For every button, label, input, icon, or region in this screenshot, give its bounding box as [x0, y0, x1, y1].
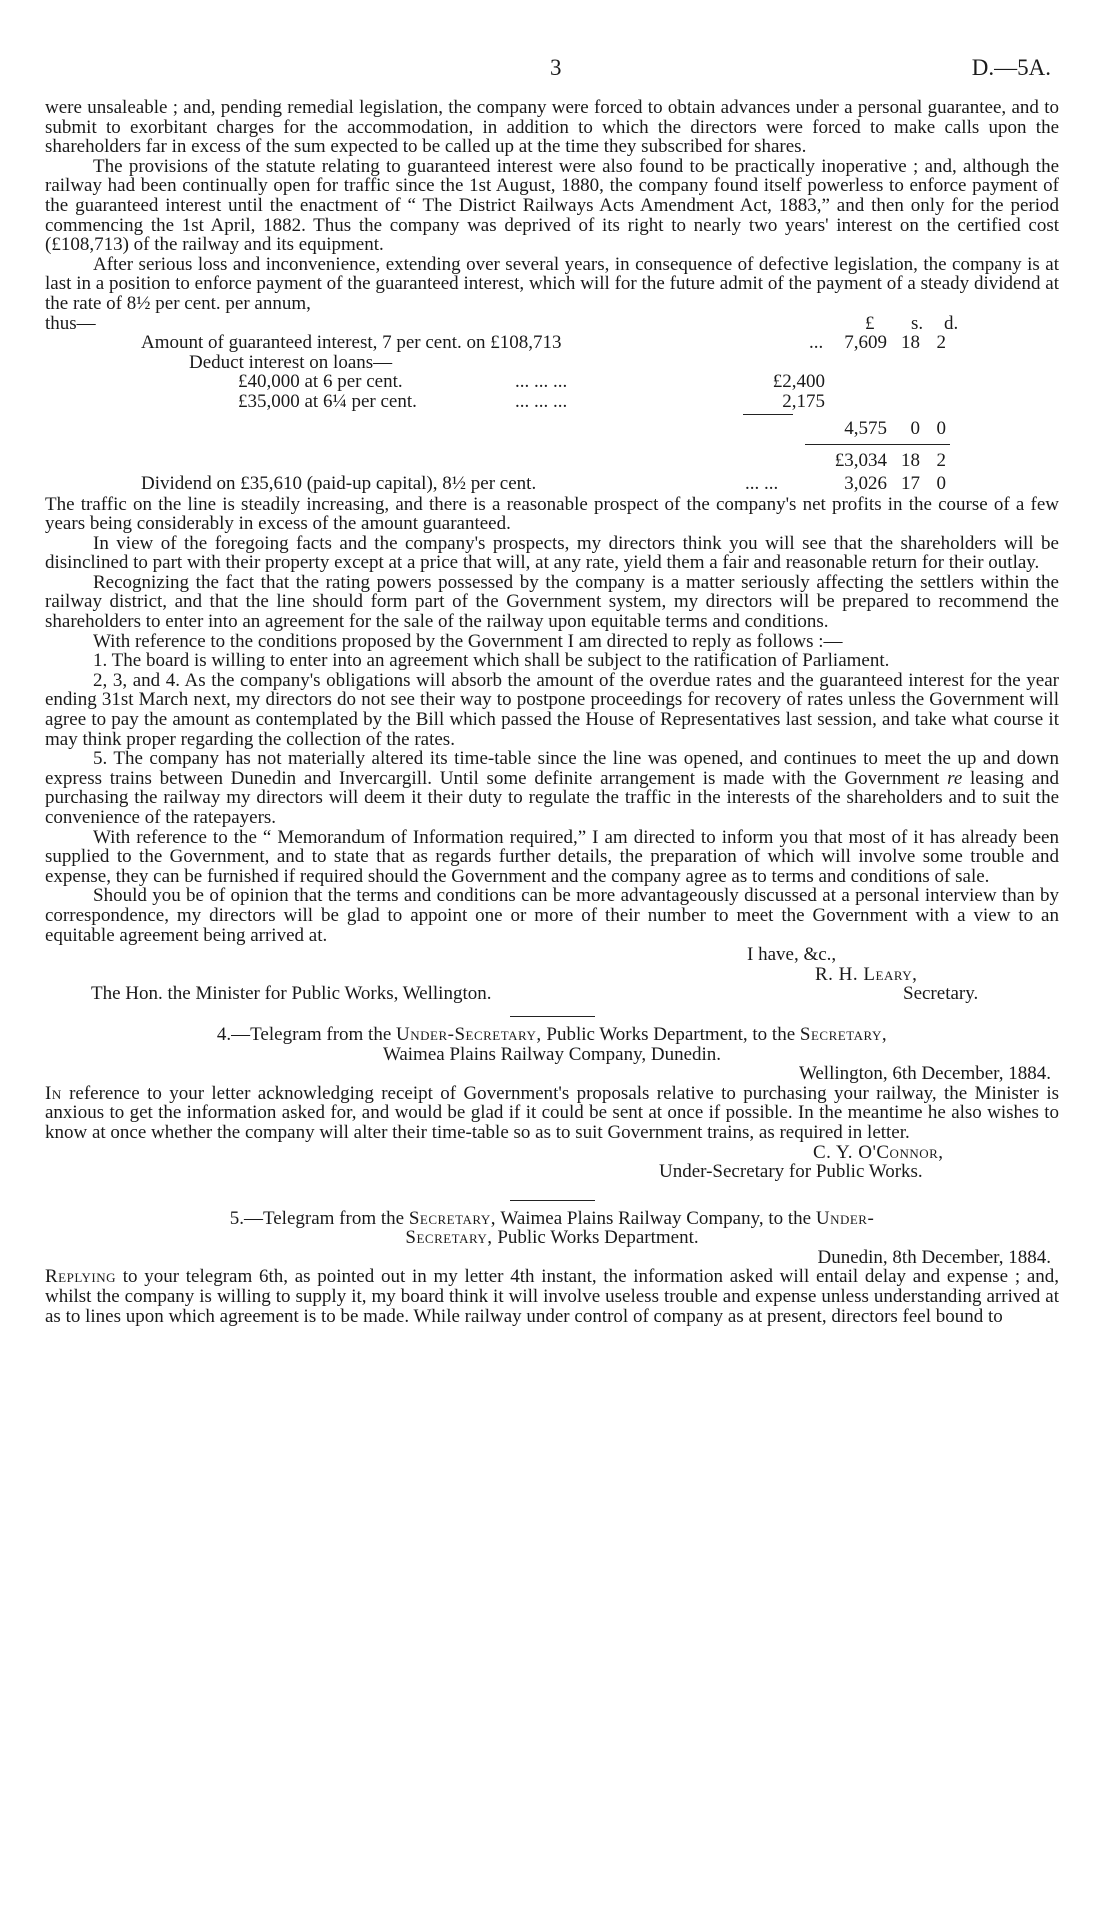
- paragraph-text: reference to your letter acknowledging receipt of Government's proposals relative to purchasing your railway, the Minister is anxious to get the information asked for, and would be glad if it could be sent at once if possible. In the meantime he also wishes to know at once whether the company will alter their time-table so as to suit Government trains, as required in letter.: [45, 1082, 1059, 1143]
- signer-title: Under-Secretary for Public Works.: [659, 1161, 923, 1183]
- paragraph: Should you be of opinion that the terms and conditions can be more advantageously discussed at a personal interview than by correspondence, my directors will be glad to appoint one or more of their number to meet the Government with a view to an equitable agreement being arrived at.: [45, 885, 1059, 946]
- heading-text: Waimea Plains Railway Company, to the: [500, 1207, 812, 1229]
- row-shillings: 18: [901, 332, 920, 354]
- interest-table: [45, 314, 1059, 495]
- page-number: 3: [550, 55, 562, 80]
- paragraph-text: 5. The company has not materially altered its time-table since the line was opened, and continues to meet the up and down express trains between Dunedin and Invercargill. Until some definite arrangement is made with the Government: [45, 748, 1059, 789]
- paragraph: The provisions of the statute relating to guaranteed interest were also found to be practically inoperative ; and, although the railway had been continually open for traffic since the 1st August, 1880, the company found itself powerless to enforce payment of the guaranteed interest until the enactment of “ The District Railways Acts Amendment Act, 1883,” and then only for the period commencing the 1st April, 1882. Thus the company was deprived of its right to nearly two years' interest on the certified cost (£108,713) of the railway and its equipment.: [45, 155, 1059, 256]
- table-row: [45, 353, 1059, 373]
- paragraph: were unsaleable ; and, pending remedial legislation, the company were forced to obtain advances under a personal guarantee, and to submit to exorbitant charges for the accommodation, in addition to which the directors were forced to make calls upon the shareholders far in excess of the sum expected to be called up at the time they subscribed for shares.: [45, 97, 1059, 158]
- table-row: [45, 392, 1059, 412]
- row-pounds: 4,575: [844, 417, 887, 439]
- signature-block: [45, 945, 1059, 965]
- paragraph-text: leasing and purchasing the railway my directors will deem it their duty to regulate the traffic in the interests of the shareholders and to suit the convenience of the ratepayers.: [45, 767, 1060, 828]
- paragraph: The traffic on the line is steadily increasing, and there is a reasonable prospect of the company's net profits in the course of a few years being considerably in excess of the amount guaranteed.: [45, 493, 1059, 535]
- row-label: £40,000 at 6 per cent.: [238, 371, 403, 393]
- column-pence-header: d.: [944, 312, 959, 334]
- signature-block: [45, 1143, 1059, 1163]
- row-label: Dividend on £35,610 (paid-up capital), 8½ per cent.: [141, 472, 537, 494]
- lead-word: In: [45, 1082, 62, 1104]
- paragraph: [45, 749, 1059, 827]
- table-lead-word: thus—: [45, 312, 96, 334]
- row-pence: 2: [936, 449, 946, 471]
- dateline: Dunedin, 8th December, 1884.: [817, 1246, 1051, 1268]
- row-dots: ...: [809, 332, 824, 354]
- row-dots: ... ...: [745, 472, 779, 494]
- heading-sender: Under-Secretary,: [396, 1023, 542, 1045]
- paragraph-text: to your telegram 6th, as pointed out in my letter 4th instant, the information asked will entail delay and expense ; and, whilst the company is willing to supply it, my board think it will involve useless trouble and expense unless understanding arrived at as to lines upon which agreement is to be made. While railway under control of company as at present, directors feel bound to: [45, 1266, 1059, 1327]
- row-dots: ... ... ...: [515, 390, 568, 412]
- paragraph: 2, 3, and 4. As the company's obligations will absorb the amount of the overdue rates and the guaranteed interest for the year ending 31st March next, my directors do not see their way to postpone proceedings for recovery of rates unless the Government will agree to pay the amount as contemplated by the Bill which passed the House of Representatives last session, and take what course it may think proper regarding the collection of the rates.: [45, 669, 1059, 750]
- subtotal-rule: [743, 414, 793, 415]
- row-label: Deduct interest on loans—: [189, 351, 393, 373]
- signer-name: C. Y. O'Connor,: [813, 1141, 944, 1163]
- heading-text: 4.—Telegram from the: [216, 1023, 392, 1045]
- addressee: The Hon. the Minister for Public Works, Wellington.: [91, 983, 492, 1005]
- row-pounds: £3,034: [834, 449, 887, 471]
- italic-word: re: [947, 767, 963, 789]
- telegram-heading: [45, 1209, 1059, 1248]
- signature-block: [45, 984, 1059, 1004]
- table-row: [45, 372, 1059, 392]
- table-row: [45, 333, 1059, 353]
- table-row: [45, 412, 1059, 440]
- heading-recipient: Secretary,: [799, 1023, 888, 1045]
- heading-recipient: Under-: [815, 1207, 875, 1229]
- signature-block: [45, 965, 1059, 985]
- dateline: Wellington, 6th December, 1884.: [798, 1063, 1051, 1085]
- heading-text: Public Works Department, to the: [546, 1023, 796, 1045]
- row-shillings: 18: [901, 449, 920, 471]
- paragraph: [45, 1267, 1059, 1326]
- heading-sender: Secretary,: [408, 1207, 496, 1229]
- table-row: [45, 471, 1059, 495]
- paragraph: With reference to the conditions proposed by the Government I am directed to reply as follows :—: [93, 630, 843, 652]
- row-pence: 0: [936, 417, 946, 439]
- paragraph: 1. The board is willing to enter into an agreement which shall be subject to the ratification of Parliament.: [93, 650, 890, 672]
- paragraph: In view of the foregoing facts and the company's prospects, my directors think you will see that the shareholders will be disinclined to part with their property except at a price that will, at any rate, yield them a fair and reasonable return for their outlay.: [45, 532, 1059, 574]
- heading-text: 5.—Telegram from the: [229, 1207, 405, 1229]
- row-pounds: 3,026: [844, 472, 887, 494]
- row-shillings: 17: [901, 472, 920, 494]
- paragraph: [45, 1084, 1059, 1143]
- signer-title: Secretary.: [903, 983, 979, 1005]
- row-pounds: 7,609: [844, 332, 887, 354]
- column-pounds-header: £: [865, 312, 875, 334]
- signature-block: [45, 1162, 1059, 1182]
- heading-recipient: Secretary,: [405, 1227, 493, 1249]
- row-label: Amount of guaranteed interest, 7 per cent. on £108,713: [141, 332, 562, 354]
- paragraph: Recognizing the fact that the rating powers possessed by the company is a matter seriously affecting the settlers within the railway district, and that the line should form part of the Government system, my directors will be prepared to recommend the shareholders to enter into an agreement for the sale of the railway upon equitable terms and conditions.: [45, 571, 1059, 633]
- document-reference: D.—5A.: [971, 55, 1051, 80]
- table-header-row: [45, 314, 1059, 334]
- row-dots: ... ... ...: [515, 371, 568, 393]
- table-row: [45, 440, 1059, 471]
- heading-text: Public Works Department.: [497, 1227, 699, 1249]
- paragraph: After serious loss and inconvenience, extending over several years, in consequence of defective legislation, the company is at last in a position to enforce payment of the guaranteed interest, which will for the future admit of the payment of a steady dividend at the rate of 8½ per cent. per annum,: [45, 253, 1059, 314]
- paragraph: With reference to the “ Memorandum of Information required,” I am directed to inform you that most of it has already been supplied to the Government, and to state that as regards further details, the preparation of which will involve some trouble and expense, they can be furnished if required should the Government and the company agree as to terms and conditions of sale.: [45, 826, 1059, 887]
- row-shillings: 0: [910, 417, 920, 439]
- telegram-heading: [45, 1025, 1059, 1064]
- row-amount: £2,400: [772, 371, 825, 393]
- row-amount: 2,175: [782, 390, 825, 412]
- row-pence: 2: [936, 332, 946, 354]
- page-header: [45, 55, 1059, 98]
- column-shillings-header: s.: [911, 312, 924, 334]
- signer-name: R. H. Leary,: [815, 963, 918, 985]
- closing-line: I have, &c.,: [747, 944, 837, 966]
- heading-text: Waimea Plains Railway Company, Dunedin.: [382, 1043, 722, 1065]
- row-label: £35,000 at 6¼ per cent.: [238, 390, 417, 412]
- lead-word: Replying: [45, 1266, 116, 1288]
- row-pence: 0: [936, 472, 946, 494]
- total-rule: [805, 444, 950, 445]
- section-divider: [510, 1016, 595, 1017]
- section-divider: [510, 1200, 595, 1201]
